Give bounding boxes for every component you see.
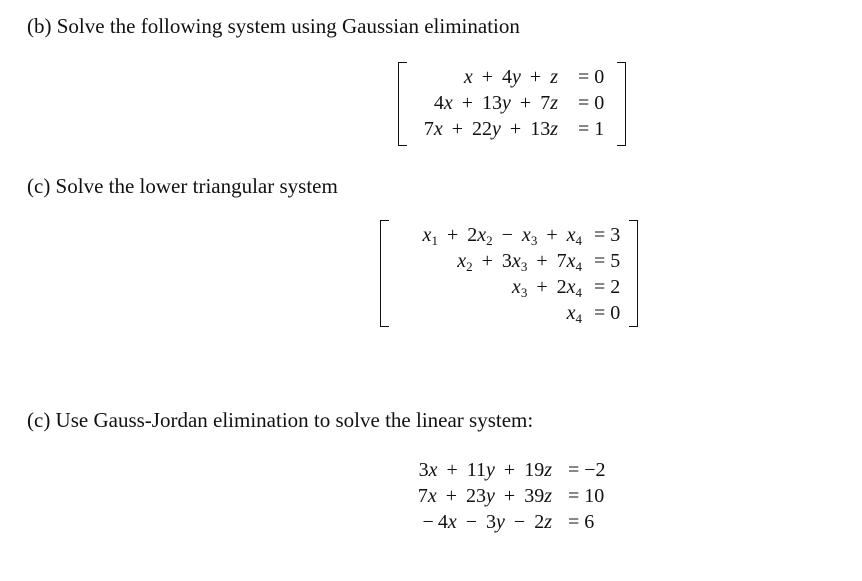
section-c2-heading: (c) Use Gauss-Jordan elimination to solve the linear system: [27, 408, 534, 432]
equation-lhs: x + 4y + z [463, 66, 558, 88]
equation-rhs: = 0 [578, 66, 605, 88]
equation-row [380, 222, 638, 248]
equation-row [400, 509, 640, 535]
equation-lhs: $x_3 + 2x_4$ [511, 276, 582, 300]
equation-row [400, 457, 640, 483]
equation-row [380, 274, 638, 300]
equation-rhs: = 2 [594, 276, 621, 298]
equation-row [400, 483, 640, 509]
equation-lhs: $x_4$ [566, 302, 582, 326]
equation-lhs: $x_2 + 3x_3 + 7x_4$ [457, 250, 582, 274]
equation-row [398, 90, 626, 116]
equation-rhs: = 3 [594, 224, 621, 246]
equation-row [398, 64, 626, 90]
equation-row [380, 248, 638, 274]
equation-rhs: = −2 [568, 459, 606, 481]
equation-lhs: − 4x − 3y − 2z [418, 511, 552, 533]
equation-rhs: = 6 [568, 511, 595, 533]
equation-rhs: = 0 [594, 302, 621, 324]
equation-rhs: = 5 [594, 250, 621, 272]
equation-rhs: = 1 [578, 118, 605, 140]
section-b-heading: (b) Solve the following system using Gaussian elimination [27, 14, 520, 38]
section-c2-system [400, 455, 640, 539]
equation-row [398, 116, 626, 142]
equation-row [380, 300, 638, 326]
equation-rhs: = 10 [568, 485, 605, 507]
equation-lhs: 7x + 23y + 39z [417, 485, 552, 507]
section-c-system [380, 220, 638, 327]
section-c-heading: (c) Solve the lower triangular system [27, 174, 338, 198]
equation-lhs: $x_1 + 2x_2 - x_3 + x_4$ [422, 224, 582, 248]
equation-lhs: 7x + 22y + 13z [423, 118, 558, 140]
equation-rhs: = 0 [578, 92, 605, 114]
section-b-system [398, 62, 626, 146]
equation-lhs: 4x + 13y + 7z [433, 92, 558, 114]
equation-lhs: 3x + 11y + 19z [418, 459, 552, 481]
